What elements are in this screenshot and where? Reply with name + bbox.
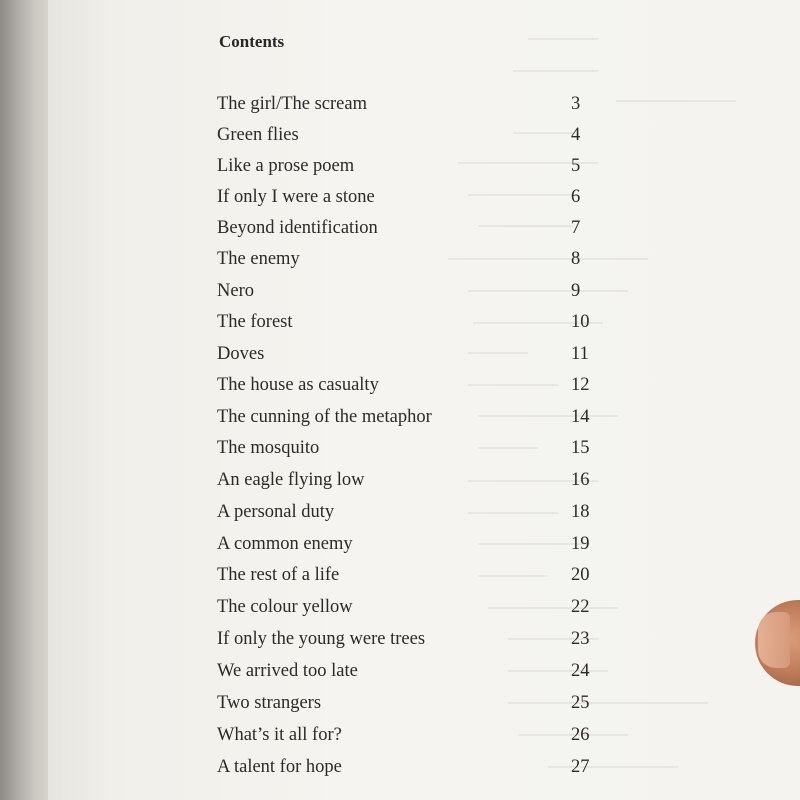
toc-entry-page: 15 — [571, 438, 590, 458]
toc-entry-title: The colour yellow — [217, 597, 353, 617]
toc-entry-title: The rest of a life — [217, 565, 340, 585]
toc-entry[interactable] — [217, 594, 597, 620]
toc-entry-page: 19 — [571, 534, 590, 554]
toc-entry[interactable] — [217, 499, 597, 525]
toc-entry[interactable] — [217, 122, 597, 148]
toc-entry-page: 22 — [571, 597, 590, 617]
toc-entry-page: 4 — [571, 125, 581, 145]
toc-entry-page: 7 — [571, 218, 581, 238]
toc-entry-title: Like a prose poem — [217, 156, 355, 176]
toc-entry-page: 20 — [571, 565, 590, 585]
toc-entry-title: We arrived too late — [217, 661, 358, 681]
fingernail — [758, 612, 790, 668]
toc-entry[interactable] — [217, 215, 597, 241]
toc-entry[interactable] — [217, 309, 597, 335]
toc-entry-title: Nero — [217, 281, 254, 301]
toc-entry-title: If only the young were trees — [217, 629, 426, 649]
toc-entry[interactable] — [217, 246, 597, 272]
toc-entry[interactable] — [217, 754, 597, 780]
toc-entry-title: A common enemy — [217, 534, 353, 554]
toc-entry-title: The cunning of the metaphor — [217, 407, 432, 427]
toc-entry-page: 27 — [571, 757, 590, 777]
toc-entry-page: 9 — [571, 281, 581, 301]
toc-entry[interactable] — [217, 184, 597, 210]
toc-entry-title: Beyond identification — [217, 218, 378, 238]
toc-entry[interactable] — [217, 467, 597, 493]
toc-entry-page: 16 — [571, 470, 590, 490]
toc-entry-page: 10 — [571, 312, 590, 332]
toc-entry[interactable] — [217, 435, 597, 461]
toc-entry-page: 5 — [571, 156, 581, 176]
toc-entry-title: A personal duty — [217, 502, 335, 522]
toc-entry-title: What’s it all for? — [217, 725, 342, 745]
toc-entry[interactable] — [217, 153, 597, 179]
toc-entry-title: The mosquito — [217, 438, 320, 458]
toc-entry-title: The enemy — [217, 249, 300, 269]
toc-entry-title: Two strangers — [217, 693, 322, 713]
toc-entry-page: 18 — [571, 502, 590, 522]
toc-entry-page: 26 — [571, 725, 590, 745]
toc-entry-title: Doves — [217, 344, 265, 364]
toc-entry[interactable] — [217, 531, 597, 557]
toc-entry[interactable] — [217, 278, 597, 304]
toc-entry[interactable] — [217, 690, 597, 716]
toc-entry-title: A talent for hope — [217, 757, 342, 777]
toc-entry-title: The house as casualty — [217, 375, 379, 395]
toc-entry-title: The girl/The scream — [217, 94, 367, 114]
toc-entry-page: 8 — [571, 249, 581, 269]
toc-entry-title: If only I were a stone — [217, 187, 375, 207]
toc-entry[interactable] — [217, 626, 597, 652]
toc-entry[interactable] — [217, 372, 597, 398]
contents-heading: Contents — [219, 32, 285, 51]
toc-entry[interactable] — [217, 562, 597, 588]
toc-entry-title: Green flies — [217, 125, 299, 145]
toc-entry[interactable] — [217, 91, 597, 117]
toc-entry[interactable] — [217, 341, 597, 367]
toc-entry-page: 25 — [571, 693, 590, 713]
toc-entry[interactable] — [217, 722, 597, 748]
toc-entry[interactable] — [217, 658, 597, 684]
toc-entry-title: An eagle flying low — [217, 470, 365, 490]
toc-entry[interactable] — [217, 404, 597, 430]
toc-entry-page: 24 — [571, 661, 590, 681]
toc-entry-page: 6 — [571, 187, 581, 207]
toc-entry-page: 23 — [571, 629, 590, 649]
toc-entry-page: 12 — [571, 375, 590, 395]
toc-entry-page: 3 — [571, 94, 581, 114]
toc-entry-page: 14 — [571, 407, 590, 427]
toc-entry-page: 11 — [571, 344, 589, 364]
toc-entry-title: The forest — [217, 312, 293, 332]
